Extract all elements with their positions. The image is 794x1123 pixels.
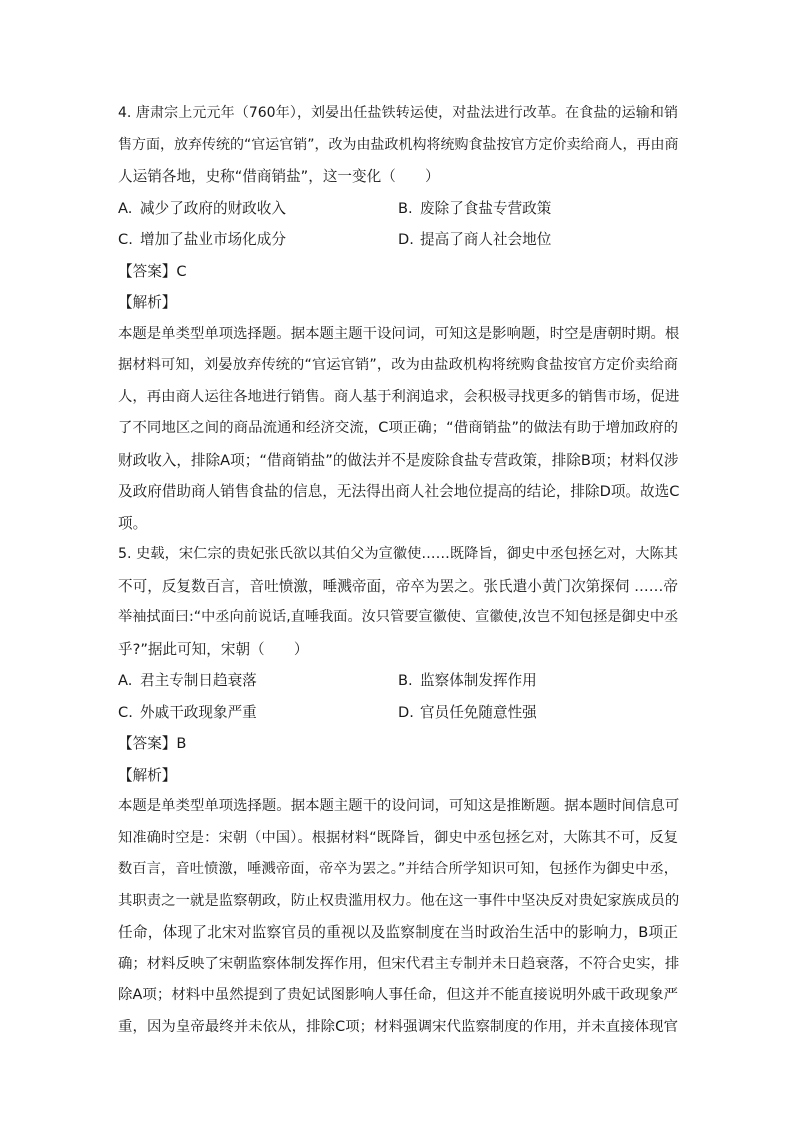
analysis-line: 数百言，音吐愤激，唾溅帝面，帝卒为罢之。”并结合所学知识可知，包拯作为御史中丞，: [118, 861, 678, 877]
question-stem-line: 5. 史载，宋仁宗的贵妃张氏欲以其伯父为宣徽使……既降旨，御史中丞包拯乞对，大陈其: [118, 546, 678, 562]
option-c: [118, 697, 398, 729]
option-text: 提高了商人社会地位: [420, 231, 552, 248]
option-text: 增加了盐业市场化成分: [140, 231, 286, 248]
question-stem-line: 4. 唐肃宗上元元年（760年），刘晏出任盐铁转运使，对盐法进行改革。在食盐的运输和销: [118, 105, 678, 121]
option-letter: A.: [118, 672, 133, 689]
analysis-line: 据材料可知，刘晏放弃传统的“官运官销”，改为由盐政机构将统购食盐按官方定价卖给商: [118, 357, 678, 373]
analysis-line: 知准确时空是：宋朝（中国）。根据材料“既降旨，御史中丞包拯乞对，大陈其不可，反复: [118, 829, 678, 846]
answer-label: 【答案】B: [118, 735, 187, 752]
option-c: [118, 224, 398, 256]
analysis-line: 确；材料反映了宋朝监察体制发挥作用，但宋代君主专制并未日趋衰落，不符合史实，排: [118, 955, 680, 972]
question-5: [118, 539, 678, 1043]
option-text: 外戚干政现象严重: [140, 703, 257, 721]
option-text: 官员任免随意性强: [420, 703, 537, 721]
analysis-label: 【解析】: [118, 766, 177, 784]
option-text: 废除了食盐专营政策: [420, 199, 552, 217]
option-text: 减少了政府的财政收入: [140, 199, 286, 217]
analysis-line: 重，因为皇帝最终并未依从，排除C项；材料强调宋代监察制度的作用，并未直接体现官: [118, 1018, 678, 1035]
answer-label: 【答案】C: [118, 262, 187, 280]
document-page: [118, 98, 678, 1043]
question-stem-line: 不可，反复数百言，音吐愤激，唾溅帝面，帝卒为罢之。张氏遣小黄门次第探伺 ……帝: [118, 577, 678, 595]
analysis-line: 本题是单类型单项选择题。据本题主题干设问词，可知这是影响题，时空是唐朝时期。根: [118, 325, 680, 342]
analysis-line: 项。: [118, 514, 148, 532]
option-letter: D.: [398, 703, 414, 721]
option-text: 监察体制发挥作用: [420, 672, 537, 689]
options-row: [118, 665, 678, 697]
options-row: [118, 224, 678, 256]
option-a: [118, 665, 398, 697]
question-4: [118, 98, 678, 539]
analysis-line: 本题是单类型单项选择题。据本题主题干的设问词，可知这是推断题。据本题时间信息可: [118, 798, 680, 814]
analysis-label: 【解析】: [118, 294, 177, 311]
question-stem-line: 人运销各地，史称“借商销盐”，这一变化（ ）: [118, 168, 440, 185]
option-text: 君主专制日趋衰落: [140, 672, 257, 689]
options-row: [118, 697, 678, 729]
analysis-line: 人，再由商人运往各地进行销售。商人基于利润追求，会积极寻找更多的销售市场，促进: [118, 388, 680, 405]
analysis-line: 除A项；材料中虽然提到了贵妃试图影响人事任命，但这并不能直接说明外戚干政现象严: [118, 987, 678, 1003]
question-stem-line: 举袖拭面曰:“中丞向前说话,直唾我面。汝只管要宣徽使、宣徽使,汝岂不知包拯是御史中丞: [118, 609, 679, 625]
question-stem-line: 售方面，放弃传统的“官运官销”，改为由盐政机构将统购食盐按官方定价卖给商人，再由商: [118, 136, 679, 153]
analysis-line: 任命，体现了北宋对监察官员的重视以及监察制度在当时政治生活中的影响力，B项正: [118, 924, 678, 941]
option-a: [118, 193, 398, 225]
option-b: [398, 665, 678, 697]
option-letter: D.: [398, 231, 414, 248]
analysis-line: 及政府借助商人销售食盐的信息，无法得出商人社会地位提高的结论，排除D项。故选C: [118, 483, 680, 500]
question-stem-line: 乎?”据此可知，宋朝（ ）: [118, 640, 309, 658]
option-d: [398, 697, 678, 729]
analysis-line: 财政收入，排除A项；“借商销盐”的做法并不是废除食盐专营政策，排除B项；材料仅涉: [118, 451, 679, 469]
option-b: [398, 193, 678, 225]
option-letter: C.: [118, 231, 133, 248]
option-letter: C.: [118, 703, 133, 721]
option-letter: A.: [118, 199, 133, 217]
analysis-line: 了不同地区之间的商品流通和经济交流，C项正确；“借商销盐”的做法有助于增加政府的: [118, 420, 678, 436]
analysis-line: 其职责之一就是监察朝政，防止权贵滥用权力。他在这一事件中坚决反对贵妃家族成员的: [118, 892, 680, 909]
options-row: [118, 193, 678, 225]
option-letter: B.: [398, 199, 413, 217]
option-d: [398, 224, 678, 256]
option-letter: B.: [398, 672, 413, 689]
